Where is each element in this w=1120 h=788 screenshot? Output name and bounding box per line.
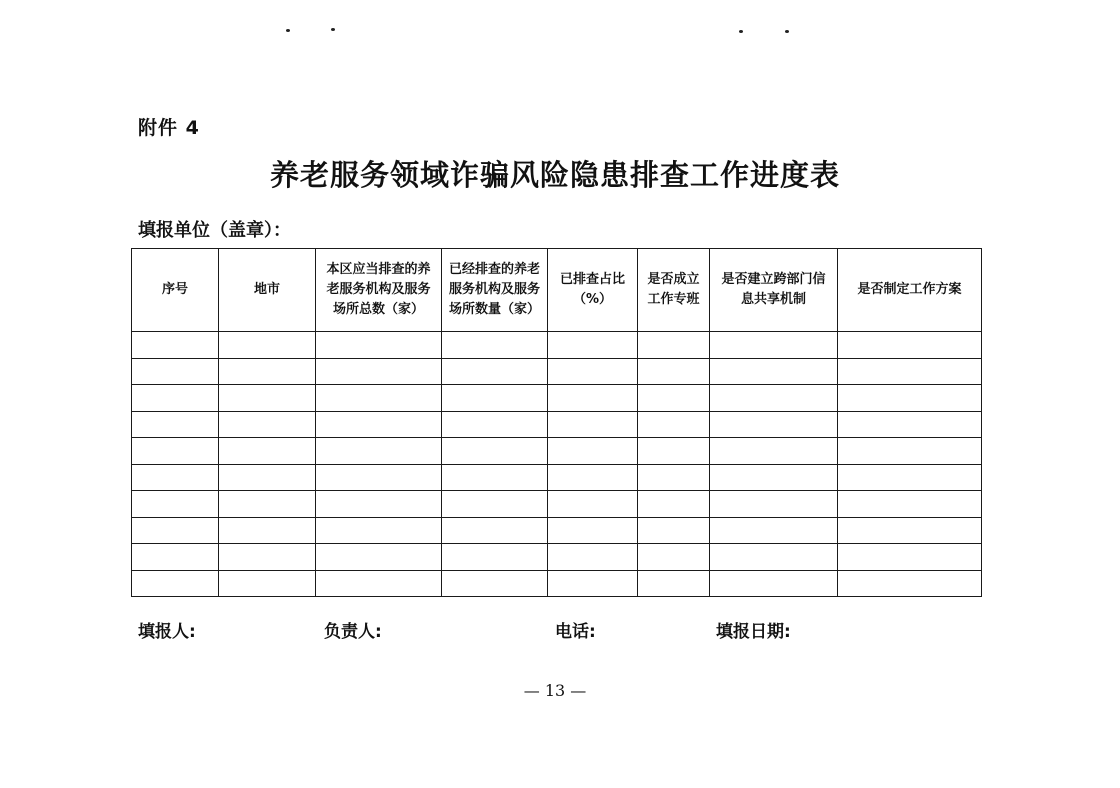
header-row bbox=[132, 249, 982, 332]
table-cell[interactable] bbox=[316, 332, 442, 359]
table-cell[interactable] bbox=[548, 464, 638, 491]
progress-table bbox=[131, 248, 982, 597]
table-cell[interactable] bbox=[548, 438, 638, 465]
table-cell[interactable] bbox=[442, 464, 548, 491]
table-cell[interactable] bbox=[316, 438, 442, 465]
table-row bbox=[132, 544, 982, 571]
table-cell[interactable] bbox=[442, 411, 548, 438]
table-cell[interactable] bbox=[710, 332, 838, 359]
scan-speck bbox=[286, 29, 290, 32]
attachment-label: 附件 4 bbox=[138, 117, 200, 139]
header-serial-number: 序号 bbox=[132, 249, 219, 332]
table-cell[interactable] bbox=[316, 385, 442, 412]
table-cell[interactable] bbox=[442, 332, 548, 359]
table-row bbox=[132, 438, 982, 465]
table-cell[interactable] bbox=[548, 358, 638, 385]
table-cell[interactable] bbox=[638, 358, 710, 385]
table-cell[interactable] bbox=[132, 464, 219, 491]
header-info-sharing: 是否建立跨部门信息共享机制 bbox=[710, 249, 838, 332]
table-cell[interactable] bbox=[638, 411, 710, 438]
table-cell[interactable] bbox=[132, 491, 219, 518]
table-cell[interactable] bbox=[219, 358, 316, 385]
table-cell[interactable] bbox=[442, 358, 548, 385]
table-cell[interactable] bbox=[316, 358, 442, 385]
table-cell[interactable] bbox=[638, 517, 710, 544]
table-cell[interactable] bbox=[638, 464, 710, 491]
table-cell[interactable] bbox=[442, 544, 548, 571]
table-body bbox=[132, 332, 982, 597]
table-cell[interactable] bbox=[710, 517, 838, 544]
table-cell[interactable] bbox=[442, 385, 548, 412]
table-row bbox=[132, 491, 982, 518]
table-cell[interactable] bbox=[838, 491, 982, 518]
report-date-label: 填报日期: bbox=[716, 622, 791, 642]
table-row bbox=[132, 411, 982, 438]
table-cell[interactable] bbox=[219, 332, 316, 359]
table-cell[interactable] bbox=[548, 411, 638, 438]
page-number: — 13 — bbox=[523, 681, 587, 700]
table-cell[interactable] bbox=[838, 358, 982, 385]
table-row bbox=[132, 517, 982, 544]
table-cell[interactable] bbox=[548, 570, 638, 597]
table-cell[interactable] bbox=[838, 544, 982, 571]
scan-speck bbox=[785, 30, 789, 33]
table-cell[interactable] bbox=[638, 332, 710, 359]
header-work-plan: 是否制定工作方案 bbox=[838, 249, 982, 332]
table-cell[interactable] bbox=[316, 570, 442, 597]
reporting-unit-label: 填报单位（盖章）： bbox=[138, 220, 291, 241]
table-cell[interactable] bbox=[838, 385, 982, 412]
table-cell[interactable] bbox=[316, 464, 442, 491]
table-cell[interactable] bbox=[442, 491, 548, 518]
table-cell[interactable] bbox=[219, 385, 316, 412]
table-row bbox=[132, 358, 982, 385]
table-cell[interactable] bbox=[838, 438, 982, 465]
table-cell[interactable] bbox=[548, 332, 638, 359]
responsible-person-label: 负责人: bbox=[324, 622, 382, 642]
header-city: 地市 bbox=[219, 249, 316, 332]
table-cell[interactable] bbox=[638, 544, 710, 571]
table-cell[interactable] bbox=[219, 411, 316, 438]
table-cell[interactable] bbox=[710, 491, 838, 518]
table-cell[interactable] bbox=[838, 464, 982, 491]
header-total-institutions: 本区应当排查的养老服务机构及服务场所总数（家） bbox=[316, 249, 442, 332]
table-cell[interactable] bbox=[316, 411, 442, 438]
table-cell[interactable] bbox=[219, 544, 316, 571]
table-cell[interactable] bbox=[838, 570, 982, 597]
reporter-label: 填报人: bbox=[138, 622, 196, 642]
table-cell[interactable] bbox=[638, 438, 710, 465]
table-cell[interactable] bbox=[838, 332, 982, 359]
table-cell[interactable] bbox=[638, 385, 710, 412]
table-cell[interactable] bbox=[548, 385, 638, 412]
table-cell[interactable] bbox=[316, 517, 442, 544]
table-cell[interactable] bbox=[219, 438, 316, 465]
table-cell[interactable] bbox=[132, 385, 219, 412]
scan-speck bbox=[739, 30, 743, 33]
table-cell[interactable] bbox=[548, 544, 638, 571]
table-row bbox=[132, 385, 982, 412]
table-cell[interactable] bbox=[548, 491, 638, 518]
table-cell[interactable] bbox=[710, 544, 838, 571]
table-cell[interactable] bbox=[132, 438, 219, 465]
table-cell[interactable] bbox=[710, 385, 838, 412]
table-cell[interactable] bbox=[838, 517, 982, 544]
table-cell[interactable] bbox=[316, 491, 442, 518]
table-cell[interactable] bbox=[316, 544, 442, 571]
table-cell[interactable] bbox=[548, 517, 638, 544]
table-cell[interactable] bbox=[132, 411, 219, 438]
table-cell[interactable] bbox=[219, 517, 316, 544]
table-cell[interactable] bbox=[132, 570, 219, 597]
table-cell[interactable] bbox=[442, 517, 548, 544]
table-cell[interactable] bbox=[219, 570, 316, 597]
table-cell[interactable] bbox=[132, 544, 219, 571]
table-row bbox=[132, 332, 982, 359]
table-row bbox=[132, 464, 982, 491]
table-cell[interactable] bbox=[638, 570, 710, 597]
table-cell[interactable] bbox=[219, 464, 316, 491]
table-cell[interactable] bbox=[638, 491, 710, 518]
table-cell[interactable] bbox=[132, 332, 219, 359]
table-row bbox=[132, 570, 982, 597]
header-checked-ratio: 已排查占比（%） bbox=[548, 249, 638, 332]
table-cell[interactable] bbox=[710, 438, 838, 465]
table-cell[interactable] bbox=[710, 358, 838, 385]
document-title: 养老服务领域诈骗风险隐患排查工作进度表 bbox=[269, 158, 840, 192]
table-cell[interactable] bbox=[710, 411, 838, 438]
scan-speck bbox=[331, 28, 335, 31]
table-cell[interactable] bbox=[132, 517, 219, 544]
phone-label: 电话: bbox=[555, 622, 596, 642]
table-cell[interactable] bbox=[442, 438, 548, 465]
header-task-force: 是否成立工作专班 bbox=[638, 249, 710, 332]
table-cell[interactable] bbox=[710, 570, 838, 597]
table-cell[interactable] bbox=[132, 358, 219, 385]
table-cell[interactable] bbox=[710, 464, 838, 491]
table-cell[interactable] bbox=[219, 491, 316, 518]
table-cell[interactable] bbox=[838, 411, 982, 438]
table-cell[interactable] bbox=[442, 570, 548, 597]
header-checked-institutions: 已经排查的养老服务机构及服务场所数量（家） bbox=[442, 249, 548, 332]
